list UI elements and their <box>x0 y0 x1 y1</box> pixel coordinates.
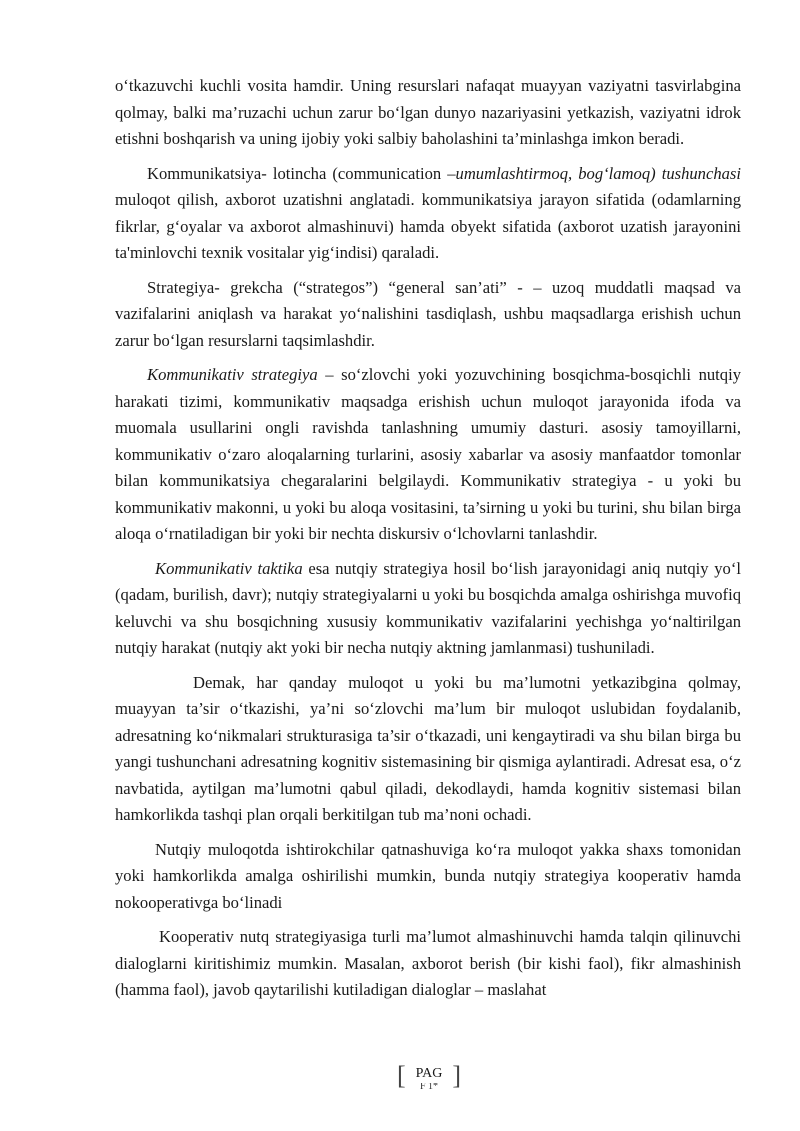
paragraph-5-rest: esa nutqiy strategiya hosil bo‘lish jarayonidagi aniq nutqiy yo‘l (qadam, burilish, davr); nutqiy strategiyalarni u yoki bu bosqichda amalga oshirishga muvofiq keluvchi va shu bosqichning xususiy kommunikativ vazifalarini yechishga yo‘naltirilgan nutqiy harakat (nutqiy akt yoki bir necha nutqiy aktning jamlanmasi) tushuniladi. <box>115 558 741 657</box>
paragraph-2 <box>115 161 741 267</box>
paragraph-4-term: Kommunikativ strategiya <box>147 365 318 384</box>
paragraph-5-term: Kommunikativ taktika <box>155 558 303 578</box>
body-text <box>115 73 741 1012</box>
right-bracket-icon: ] <box>452 1061 461 1090</box>
paragraph-6: Demak, har qanday muloqot u yoki bu ma’lumotni yetkazibgina qolmay, muayyan ta’sir o‘tkazishi, ya’ni so‘zlovchi ma’lum bir muloqot uslubidan foydalanib, adresatning ko‘nikmalari strukturasiga ta’sir o‘tkazadi, uni kengaytiradi va shu bilan birga bu yangi tushunchani adresatning kognitiv sistemasining bir qismiga aylantiradi. Adresat esa, o‘z navbatida, aytilgan ma’lumotni qabul qiladi, dekodlaydi, hamda kognitiv sistemasi bilan hamkorlikda tashqi plan orqali berkitilgan tub ma’noni ochadi. <box>115 672 741 824</box>
paragraph-1: o‘tkazuvchi kuchli vosita hamdir. Uning resurslari nafaqat muayyan vaziyatni tasvirlabgina qolmay, balki ma’ruzachi uchun zarur bo‘lgan dunyo nazariyasini yetkazish, vaziyatni idrok etishni boshqarish va uning ijobiy yoki salbiy baholashini ta’minlashga imkon beradi. <box>115 76 741 148</box>
paragraph-2-rest: muloqot qilish, axborot uzatishni anglatadi. kommunikatsiya jarayon sifatida (odamlarning fikrlar, g‘oyalar va axborot almashinuvi) hamda obyekt sifatida (axborot uzatish jarayonini ta'minlovchi texnik vositalar yig‘indisi) qaraladi. <box>115 190 741 262</box>
page-number-clipped: F 1* <box>419 1083 439 1091</box>
paragraph-4-rest: – so‘zlovchi yoki yozuvchining bosqichma-bosqichli nutqiy harakati tizimi, kommunikativ maqsadga erishish uchun muloqot jarayonida ifoda va muomala usullarini ongli ravishda tanlashning umumiy dasturi. asosiy tamoyillarni, kommunikativ o‘zaro aloqalarning turlarini, asosiy xabarlar va asosiy manfaatdor tomonlar bilan kommunikatsiya chegaralarini belgilaydi. Kommunikativ strategiya - u yoki bu kommunikativ makonni, u yoki bu aloqa vositasini, ta’sirning u yoki bu turini, shu bilan birga aloqa o‘rnatiladigan bir yoki bir nechta diskursiv o‘lchovlarni tanlashdir. <box>115 365 741 543</box>
paragraph-2-start: Kommunikatsiya- lotincha (communication <box>147 163 448 183</box>
page-number-field <box>397 1061 461 1093</box>
paragraph-7: Nutqiy muloqotda ishtirokchilar qatnashuviga ko‘ra muloqot yakka shaxs tomonidan yoki hamkorlikda amalga oshirilishi mumkin, bunda nutqiy strategiya kooperativ hamda nokooperativga bo‘linadi <box>115 839 741 912</box>
left-bracket-icon: [ <box>397 1061 406 1090</box>
page-number-label: PAG <box>415 1066 443 1081</box>
paragraph-4 <box>115 362 741 548</box>
paragraph-2-italic: –umumlashtirmoq, bog‘lamoq) tushunchasi <box>447 163 741 183</box>
paragraph-8: Kooperativ nutq strategiyasiga turli ma’lumot almashinuvchi hamda talqin qilinuvchi dialoglarni kiritishimiz mumkin. Masalan, axborot berish (bir kishi faol), fikr almashinish (hamma faol), javob qaytarilishi kutiladigan dialoglar – maslahat <box>115 927 741 999</box>
paragraph-3: Strategiya- grekcha (“strategos”) “general san’ati” - – uzoq muddatli maqsad va vazifalarini aniqlash va harakat yo‘nalishini tasdiqlash, ushbu maqsadlarga erishish uchun zarur bo‘lgan resurslarni taqsimlashdir. <box>115 277 741 350</box>
paragraph-5 <box>115 556 741 662</box>
